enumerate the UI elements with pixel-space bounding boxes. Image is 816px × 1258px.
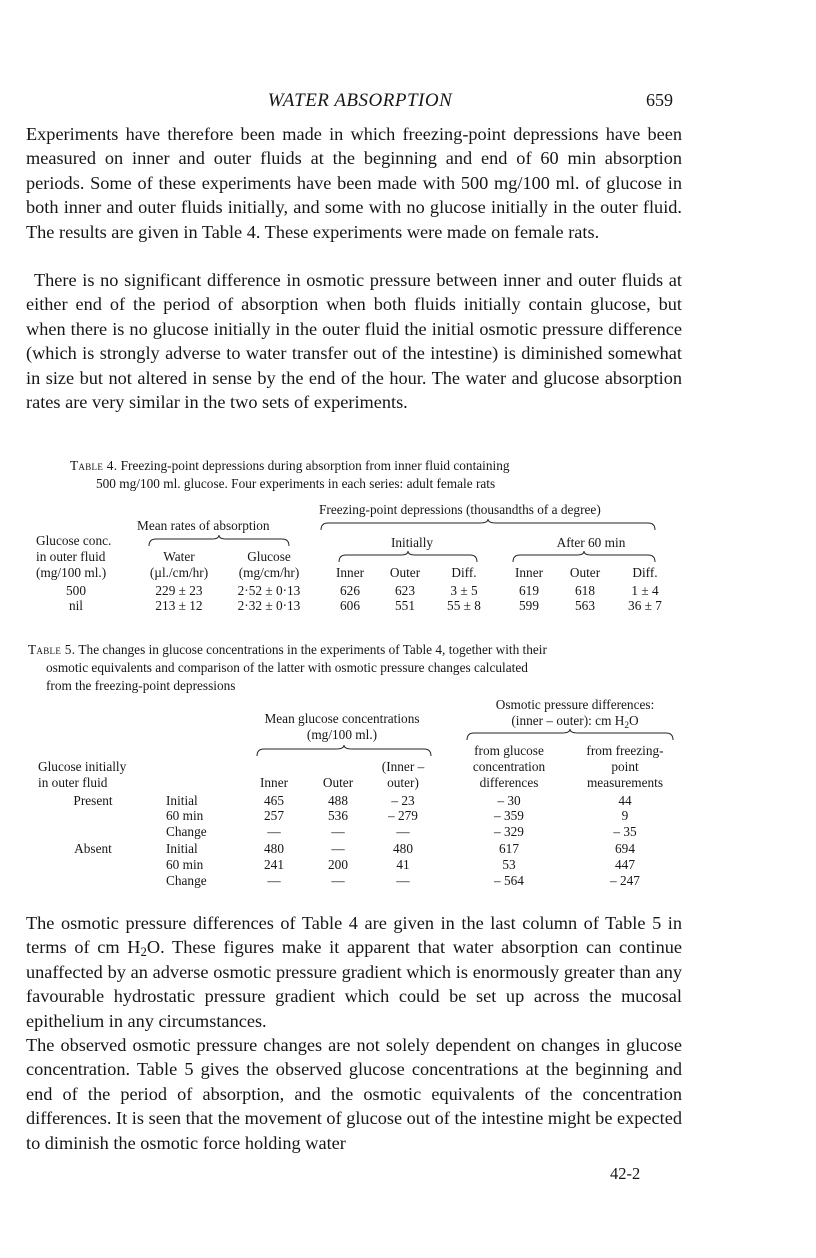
table-4-group-rates: Mean rates of absorption <box>137 518 270 533</box>
table-5-outer: 536 <box>328 808 348 823</box>
table-5-caption-line-3: from the freezing-point depressions <box>46 678 236 693</box>
table-5-col-fromfreezing-1: from freezing- <box>586 743 664 758</box>
table-5-inner: — <box>267 824 281 839</box>
table-5-osm-freezing: 447 <box>615 857 635 872</box>
table-5-stage: Change <box>166 873 207 888</box>
table-4-label: Table 4. <box>70 458 118 473</box>
table-5-osm-glucose: 53 <box>502 857 516 872</box>
table-5-inner: — <box>267 873 281 888</box>
table-5-col-initially-1: Glucose initially <box>38 759 127 774</box>
table-5-col-diff-1: (Inner – <box>381 759 425 774</box>
table-4-col-conc-3: (mg/100 ml.) <box>36 565 107 580</box>
table-5-inner: 480 <box>264 841 284 856</box>
table-5-col-fromglucose-3: differences <box>479 775 539 790</box>
table-4-col-init-outer: Outer <box>389 565 421 580</box>
table-4-caption-line-2: 500 mg/100 ml. glucose. Four experiments in each series: adult female rats <box>96 476 496 491</box>
table-4-water: 213 ± 12 <box>155 598 203 613</box>
table-5-osm-freezing: 9 <box>621 808 629 823</box>
table-4-col-init-inner: Inner <box>335 565 365 580</box>
table-5-outer: 200 <box>328 857 348 872</box>
table-4-group-fpd: Freezing-point depressions (thousandths of a degree) <box>319 502 601 517</box>
table-5-group-label: Absent <box>74 841 112 856</box>
table-5-caption-line-2: osmotic equivalents and comparison of the latter with osmotic pressure changes calculated <box>46 660 528 675</box>
table-5-outer: — <box>331 841 345 856</box>
table-4-col-init-diff: Diff. <box>451 565 477 580</box>
table-5-diff: 41 <box>396 857 410 872</box>
table-5-diff: – 279 <box>388 808 418 823</box>
paragraph-3-subscript: 2 <box>140 945 147 960</box>
table-5-group-osm-tail: O <box>629 713 639 728</box>
table-4-col-glucose-2: (mg/cm/hr) <box>238 565 300 580</box>
table-5-inner: 257 <box>264 808 284 823</box>
table-5-inner: 241 <box>264 857 284 872</box>
table-4-col-after-inner: Inner <box>514 565 544 580</box>
table-5-group-osm-unit: (inner – outer): cm H <box>511 713 625 728</box>
table-5-label: Table 5. <box>28 642 76 657</box>
table-4-col-water-2: (µl./cm/hr) <box>149 565 209 580</box>
table-5-diff: — <box>396 873 410 888</box>
table-5-caption-line-1: The changes in glucose concentrations in the experiments of Table 4, together with their <box>78 642 547 657</box>
table-5-col-outer: Outer <box>322 775 354 790</box>
table-4-after-inner: 619 <box>519 583 539 598</box>
paragraph-4: The observed osmotic pressure changes are not solely dependent on changes in glucose concentration. Table 5 gives the observed glucose concentrations at the beginning and end of the period of absorption, and the osmotic equivalents of the concentration differences. It is seen that the movement of glucose out of the intestine might be expected to diminish the osmotic force holding water <box>26 1035 682 1153</box>
table-5-group-label: Present <box>73 793 113 808</box>
table-5-stage: Change <box>166 824 207 839</box>
table-5-col-fromglucose-2: concentration <box>472 759 546 774</box>
running-title: WATER ABSORPTION <box>267 90 453 111</box>
table-5-group-mean-1: Mean glucose concentrations <box>264 711 420 726</box>
table-4-init-inner: 626 <box>340 583 360 598</box>
table-5-col-fromfreezing-2: point <box>611 759 639 774</box>
table-4-col-conc-2: in outer fluid <box>36 549 106 564</box>
paragraph-2: There is no significant difference in osmotic pressure between inner and outer fluids at either end of the period of absorption when both fluids initially contain glucose, but when there is no glucose initially in the outer fluid the initial osmotic pressure difference (which is strongly adverse to water transfer out of the intestine) is diminished somewhat in size but not altered in sense by the end of the hour. The water and glucose absorption rates are very similar in the two sets of experiments. <box>26 270 682 413</box>
table-5-osm-glucose: – 564 <box>494 873 524 888</box>
paragraph-3-part-2: O. These figures make it apparent that water absorption can continue unaffected by an adverse osmotic pressure gradient which is enormously greater than any favourable hydrostatic pressure gradient which could be set up across the mucosal epithelium in any circumstances. <box>26 937 682 1031</box>
table-4-glucose: 2·32 ± 0·13 <box>237 598 301 613</box>
table-5-inner: 465 <box>264 793 284 808</box>
table-5-stage: Initial <box>166 841 198 856</box>
table-4-col-after-diff: Diff. <box>632 565 658 580</box>
table-5-stage: 60 min <box>166 808 204 823</box>
table-5-osm-glucose: – 30 <box>497 793 521 808</box>
table-4-glucose: 2·52 ± 0·13 <box>237 583 301 598</box>
table-4-after-outer: 563 <box>575 598 595 613</box>
table-5-group-osm-2 <box>460 713 690 729</box>
table-5-group-osm-sub: 2 <box>624 721 630 731</box>
table-4-col-glucose-1: Glucose <box>247 549 291 564</box>
table-5-col-initially-2: in outer fluid <box>38 775 108 790</box>
table-4-init-diff: 3 ± 5 <box>450 583 478 598</box>
table-5-outer: — <box>331 824 345 839</box>
table-4-init-outer: 623 <box>395 583 415 598</box>
table-4-after-outer: 618 <box>575 583 595 598</box>
table-5-osm-freezing: 694 <box>615 841 635 856</box>
table-4-caption-line-1: Freezing-point depressions during absorption from inner fluid containing <box>120 458 510 473</box>
table-5-outer: — <box>331 873 345 888</box>
table-4-sub-after: After 60 min <box>556 535 626 550</box>
table-4-sub-initially: Initially <box>390 535 434 550</box>
table-5-osm-glucose: 617 <box>499 841 519 856</box>
table-5-osm-freezing: – 247 <box>610 873 640 888</box>
table-4-water: 229 ± 23 <box>155 583 203 598</box>
signature-mark: 42-2 <box>610 1164 641 1183</box>
table-4-init-outer: 551 <box>395 598 415 613</box>
table-5-osm-freezing: – 35 <box>613 824 637 839</box>
table-5-osm-glucose: – 359 <box>494 808 524 823</box>
table-5-group-mean-2: (mg/100 ml.) <box>306 727 378 742</box>
table-4-after-inner: 599 <box>519 598 539 613</box>
table-5-osm-glucose: – 329 <box>494 824 524 839</box>
table-5-diff: 480 <box>393 841 413 856</box>
table-4-init-diff: 55 ± 8 <box>447 598 481 613</box>
table-4-init-inner: 606 <box>340 598 360 613</box>
table-5-brace-mean <box>256 745 432 757</box>
table-4-after-diff: 1 ± 4 <box>631 583 659 598</box>
table-5-diff: — <box>396 824 410 839</box>
table-4-after-diff: 36 ± 7 <box>628 598 662 613</box>
table-5-stage: 60 min <box>166 857 204 872</box>
table-4-col-water-1: Water <box>163 549 195 564</box>
table-5-col-fromglucose-1: from glucose <box>474 743 544 758</box>
table-4-col-conc-1: Glucose conc. <box>36 533 112 548</box>
table-4-conc: 500 <box>66 583 86 598</box>
paragraph-1: Experiments have therefore been made in which freezing-point depressions have been measured on inner and outer fluids at the beginning and end of 60 min absorption periods. Some of these experiments have been made with 500 mg/100 ml. of glucose in both inner and outer fluids initially, and some with no glucose initially in the outer fluid. The results are given in Table 4. These experiments were made on female rats. <box>26 124 682 242</box>
table-5-osm-freezing: 44 <box>618 793 632 808</box>
paragraph-3 <box>26 911 682 1033</box>
table-5-col-fromfreezing-3: measurements <box>586 775 664 790</box>
table-5-brace-osm <box>466 729 674 741</box>
table-4-col-after-outer: Outer <box>569 565 601 580</box>
table-5-outer: 488 <box>328 793 348 808</box>
table-5-col-diff-2: outer) <box>387 775 419 790</box>
table-5-group-osm-1: Osmotic pressure differences: <box>495 697 655 712</box>
table-5-stage: Initial <box>166 793 198 808</box>
table-4-conc: nil <box>68 598 84 613</box>
paragraph-3-part-1: The osmotic pressure differences of Table 4 are given in the last column of Table 5 in terms of cm H <box>26 913 682 958</box>
page-number: 659 <box>646 90 673 110</box>
table-5-col-inner: Inner <box>259 775 289 790</box>
table-5-diff: – 23 <box>391 793 415 808</box>
